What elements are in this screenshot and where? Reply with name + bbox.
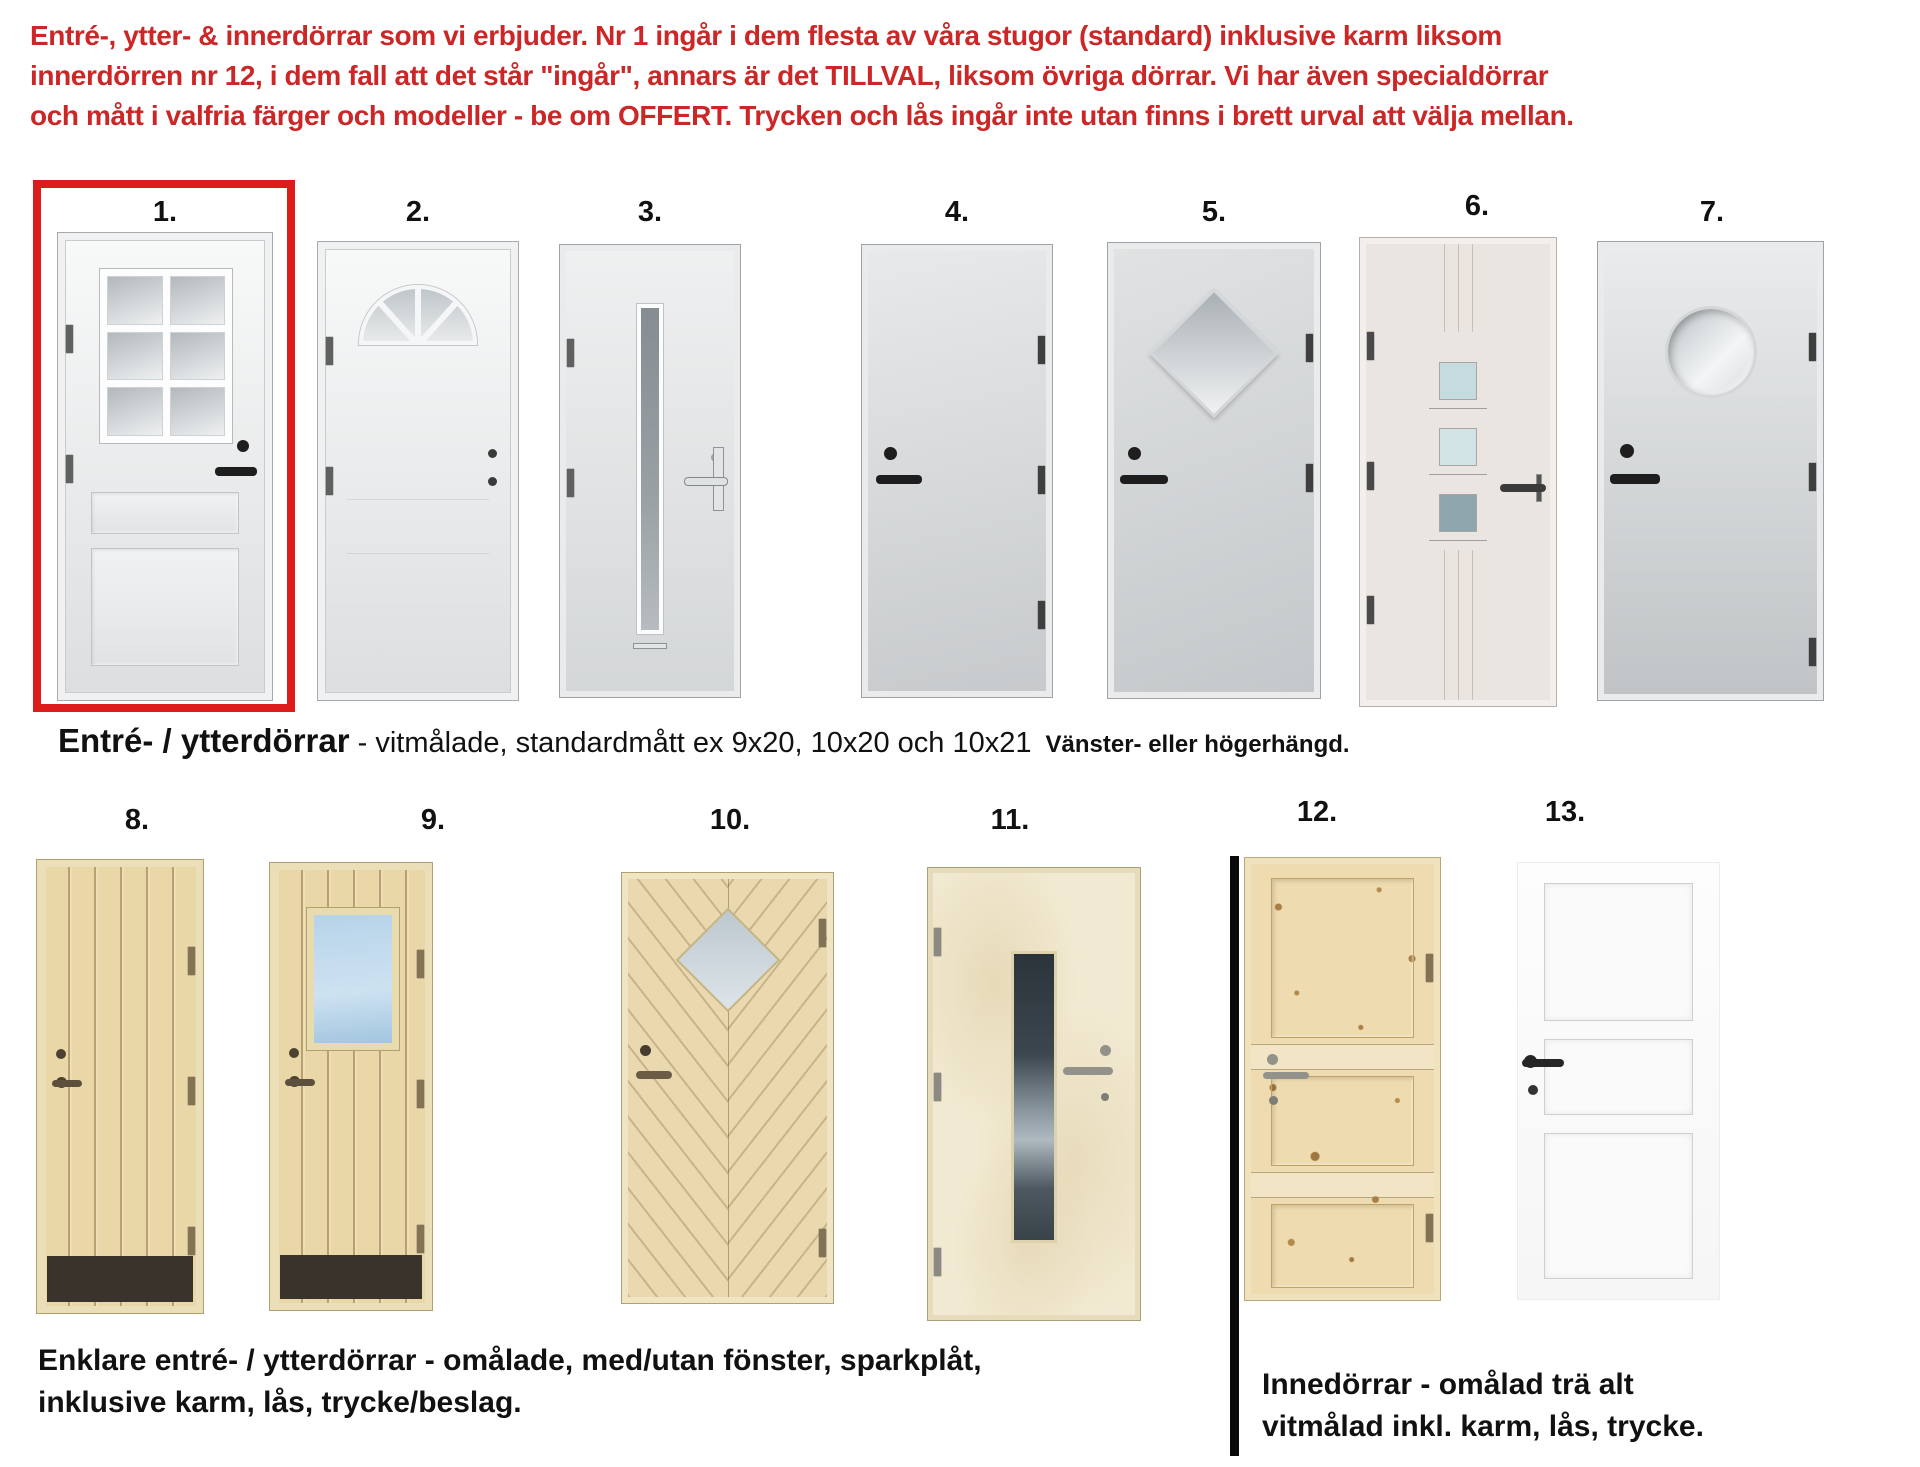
door-5-hinge-top-icon [1306,334,1313,362]
door-4-hinge-top-icon [1038,336,1045,364]
door-1-window-pane [170,276,226,325]
door-11-number: 11. [990,804,1030,836]
header-line-1: Entré-, ytter- & innerdörrar som vi erbjuder. Nr 1 ingår i dem flesta av våra stugor (standard) inklusive karm liksom [30,20,1502,51]
door-6-square-window-1 [1439,362,1477,400]
door-2-hinge-top-icon [326,337,333,365]
door-12-hinge-bottom-icon [1426,1214,1433,1242]
caption-regular: - vitmålade, standardmått ex 9x20, 10x20 och 10x21 [349,727,1032,759]
door-12-panel-bottom [1271,1204,1414,1288]
door-9-kick-plate [280,1255,422,1299]
door-2-hinge-bottom-icon [326,467,333,495]
door-13-lock-icon [1528,1085,1538,1095]
door-5-lock-icon [1128,447,1141,460]
door-1-lock-icon [237,440,249,452]
door-11-hinge-middle-icon [934,1073,941,1101]
door-3-hinge-top-icon [567,339,574,367]
caption-bold: Entré- / ytterdörrar [58,722,350,759]
caption-bold-small: Vänster- eller högerhängd. [1045,731,1350,758]
door-2-panel-line [347,553,488,554]
door-13-handle-icon [1522,1059,1564,1067]
door-6-square-window-3 [1439,494,1477,532]
door-6-window-line [1429,540,1487,541]
door-4-number: 4. [944,196,970,228]
door-2-lock-icon [488,449,497,458]
door-6-groove [1444,550,1445,700]
door-10-hinge-bottom-icon [819,1229,826,1257]
door-3-glass-strip [636,303,664,635]
door-6-groove [1472,550,1473,700]
door-5-hinge-bottom-icon [1306,464,1313,492]
simple-caption-line-2: inklusive karm, lås, trycke/beslag. [38,1386,522,1419]
door-7-number: 7. [1699,196,1725,228]
door-9-hinge-top-icon [417,950,424,978]
door-4-hinge-middle-icon [1038,466,1045,494]
door-9-hinge-middle-icon [417,1080,424,1108]
entry-doors-caption [58,722,1350,760]
door-9-lock-icon [289,1048,299,1058]
door-4-lock-icon [884,447,897,460]
door-8-hinge-middle-icon [188,1077,195,1105]
door-12-lock-icon [1269,1096,1278,1105]
section-divider [1230,856,1239,1456]
door-7-porthole-window [1665,306,1757,398]
door-6-groove [1458,550,1459,700]
door-6 [1360,238,1556,706]
page-title [30,16,1574,136]
door-1-panel-large [91,548,239,666]
door-12-rail [1251,1044,1434,1070]
door-6-window-line [1429,474,1487,475]
door-6-handle-icon [1500,484,1546,492]
door-11-cylinder-icon [1101,1093,1109,1101]
door-9-handle-icon [285,1079,315,1086]
door-12-handle-icon [1263,1072,1309,1079]
door-4-hinge-bottom-icon [1038,601,1045,629]
door-3-window-sill [633,643,667,649]
door-10-handle-icon [636,1071,672,1079]
door-6-window-line [1429,408,1487,409]
inner-caption-line-2: vitmålad inkl. karm, lås, trycke. [1262,1410,1704,1443]
door-2-number: 2. [405,196,431,228]
door-8-hinge-bottom-icon [188,1227,195,1255]
door-8-handle-icon [52,1080,82,1087]
door-6-groove [1458,244,1459,332]
door-12-hinge-top-icon [1426,954,1433,982]
door-1 [58,233,272,700]
door-12 [1245,858,1440,1300]
door-9-hinge-bottom-icon [417,1225,424,1253]
door-1-window-pane [170,387,226,436]
fan-spoke-icon [378,300,421,345]
door-1-hinge-bottom-icon [66,455,73,483]
door-10-number: 10. [709,804,751,836]
door-8-lock-icon [56,1049,66,1059]
door-7 [1598,242,1823,700]
door-12-number: 12. [1296,796,1338,828]
door-9 [270,863,432,1310]
door-8-number: 8. [124,804,150,836]
door-3-number: 3. [637,196,663,228]
inner-doors-caption [1262,1364,1704,1448]
door-4-handle-icon [876,475,922,484]
door-7-lock-icon [1620,444,1634,458]
door-8-hinge-top-icon [188,947,195,975]
header-line-3: och mått i valfria färger och modeller - be om OFFERT. Trycken och lås ingår inte utan finns i brett urval att välja mellan. [30,100,1574,131]
door-12-handle-knob-icon [1267,1054,1278,1065]
door-1-hinge-top-icon [66,325,73,353]
door-3 [560,245,740,697]
door-6-groove [1472,244,1473,332]
door-1-window-pane [107,387,163,436]
door-1-window-pane [170,332,226,381]
door-1-number: 1. [152,196,178,228]
fan-spoke-icon [416,300,459,345]
door-7-handle-icon [1610,474,1660,484]
door-13 [1517,862,1720,1300]
simple-caption-line-1: Enklare entré- / ytterdörrar - omålade, med/utan fönster, sparkplåt, [38,1344,982,1377]
door-7-hinge-middle-icon [1809,463,1816,491]
door-6-number: 6. [1464,190,1490,222]
door-1-window-pane [107,276,163,325]
door-7-hinge-top-icon [1809,333,1816,361]
door-2 [318,242,518,700]
door-5-diamond-window [1149,288,1279,418]
door-13-panel-top [1544,883,1693,1021]
door-2-fan-window [359,285,477,345]
door-10 [622,873,833,1303]
door-6-groove [1444,244,1445,332]
door-11-lock-icon [1100,1045,1111,1056]
door-11-handle-icon [1063,1067,1113,1075]
door-1-window-pane [107,332,163,381]
door-1-panel-small [91,492,239,534]
door-10-hinge-top-icon [819,919,826,947]
door-13-number: 13. [1544,796,1586,828]
door-8-kick-plate [47,1256,193,1302]
door-5 [1108,243,1320,698]
header-line-2: innerdörren nr 12, i dem fall att det står "ingår", annars är det TILLVAL, liksom övriga dörrar. Vi har även specialdörrar [30,60,1549,91]
door-1-window [99,268,233,444]
door-2-handle-icon [488,477,497,486]
door-6-hinge-bottom-icon [1367,596,1374,624]
door-9-number: 9. [420,804,446,836]
door-3-glass [641,308,659,630]
simple-doors-caption [38,1340,982,1424]
door-13-panel-bottom [1544,1133,1693,1279]
door-6-hinge-middle-icon [1367,462,1374,490]
door-8 [37,860,203,1313]
door-2-panel-line [347,499,488,500]
door-6-hinge-top-icon [1367,332,1374,360]
door-3-handle-icon [684,477,728,486]
door-12-panel-top [1271,878,1414,1038]
door-1-handle-icon [215,467,257,476]
door-13-panel-middle [1544,1039,1693,1115]
door-3-hinge-bottom-icon [567,469,574,497]
door-11-hinge-top-icon [934,928,941,956]
door-4 [862,245,1052,697]
door-5-number: 5. [1201,196,1227,228]
door-9-window [307,908,399,1050]
door-11 [928,868,1140,1320]
door-7-hinge-bottom-icon [1809,638,1816,666]
door-11-glass-strip [1011,951,1057,1243]
door-12-panel-middle [1271,1076,1414,1166]
door-12-rail [1251,1172,1434,1198]
inner-caption-line-1: Innedörrar - omålad trä alt [1262,1368,1634,1401]
door-6-square-window-2 [1439,428,1477,466]
door-10-lock-icon [640,1045,651,1056]
door-5-handle-icon [1120,475,1168,484]
door-11-hinge-bottom-icon [934,1248,941,1276]
